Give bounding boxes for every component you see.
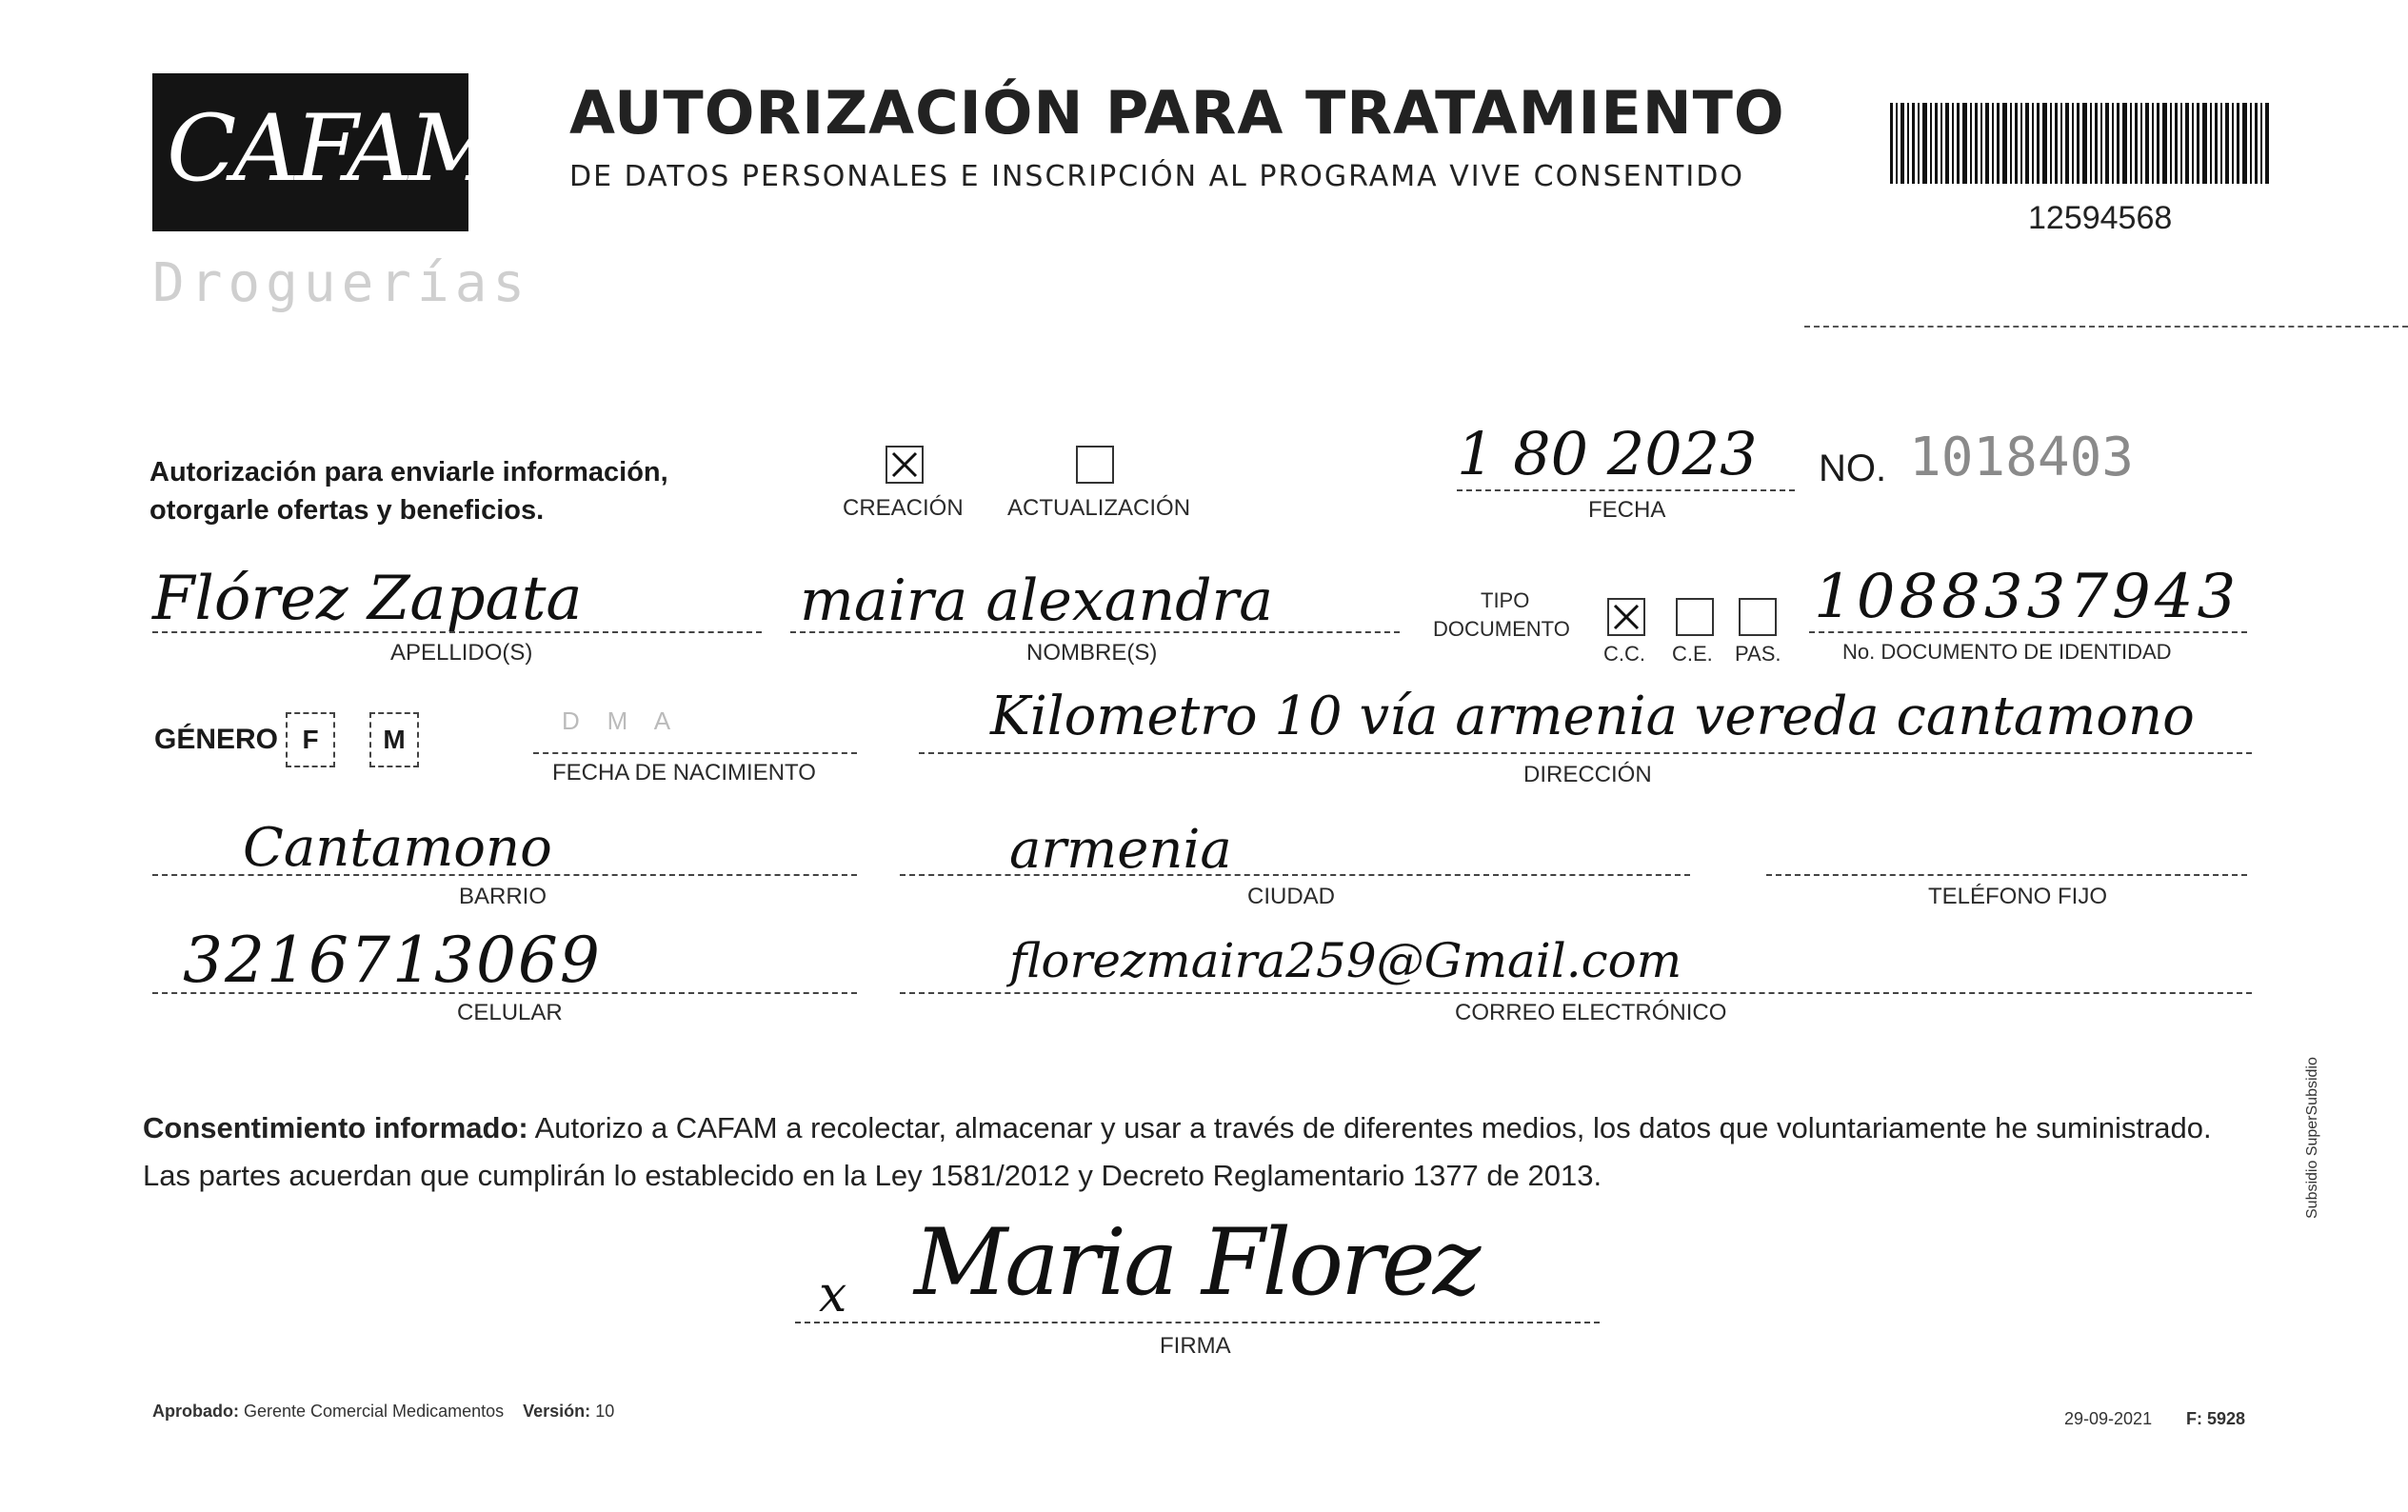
genero-f-box[interactable]: F	[286, 712, 335, 767]
correo-label: CORREO ELECTRÓNICO	[1455, 1000, 1727, 1025]
correo-line	[900, 992, 2252, 994]
genero-m-box[interactable]: M	[369, 712, 419, 767]
actualizacion-checkbox[interactable]	[1076, 446, 1114, 484]
cc-checkbox[interactable]	[1607, 598, 1645, 636]
ciudad-line	[900, 874, 1690, 876]
footer-approval	[152, 1402, 614, 1422]
logo-subtext: Droguerías	[152, 252, 531, 314]
signature: Maria Florez	[914, 1209, 1479, 1316]
firma-label: FIRMA	[1160, 1333, 1231, 1359]
fecha-nacimiento-line	[533, 752, 857, 754]
check-x-icon	[887, 448, 922, 482]
signature-line	[795, 1322, 1600, 1323]
documento-value: 1088337943	[1814, 562, 2240, 632]
creacion-label: CREACIÓN	[843, 495, 964, 521]
no-value: 1018403	[1909, 427, 2135, 488]
fecha-label: FECHA	[1588, 497, 1666, 523]
vertical-brand-text: Subsidio SuperSubsidio	[2304, 1057, 2320, 1219]
correo-value: florezmaira259@Gmail.com	[1009, 933, 1682, 988]
consent-paragraph	[143, 1104, 2276, 1200]
divider	[1804, 326, 2408, 328]
documento-label: DOCUMENTO	[1433, 617, 1570, 641]
check-x-icon	[1609, 600, 1643, 634]
footer-date: 29-09-2021	[2064, 1409, 2153, 1428]
footer-form-code: F: 5928	[2186, 1409, 2246, 1428]
barrio-label: BARRIO	[459, 884, 547, 909]
aprobado-label: Aprobado:	[152, 1402, 239, 1421]
celular-line	[152, 992, 857, 994]
celular-label: CELULAR	[457, 1000, 563, 1025]
form-subtitle: DE DATOS PERSONALES E INSCRIPCIÓN AL PROGRAMA VIVE CONSENTIDO	[569, 160, 1744, 193]
barcode-number: 12594568	[2028, 200, 2173, 236]
fecha-value: 1 80 2023	[1457, 419, 1758, 488]
pas-checkbox[interactable]	[1739, 598, 1777, 636]
barcode	[1890, 103, 2271, 184]
direccion-line	[919, 752, 2252, 754]
direccion-value: Kilometro 10 vía armenia vereda cantamono	[990, 686, 2195, 747]
telefono-label: TELÉFONO FIJO	[1928, 884, 2108, 909]
telefono-line	[1766, 874, 2247, 876]
apellidos-label: APELLIDO(S)	[390, 640, 533, 666]
consent-line-2: Las partes acuerdan que cumplirán lo establecido en la Ley 1581/2012 y Decreto Reglamentario 1377 de 2013.	[143, 1159, 1602, 1192]
form-title: AUTORIZACIÓN PARA TRATAMIENTO	[569, 78, 1785, 148]
authorization-text	[149, 453, 668, 529]
direccion-label: DIRECCIÓN	[1523, 762, 1652, 787]
celular-value: 3216713069	[183, 924, 602, 997]
nombres-line	[790, 631, 1400, 633]
fecha-nacimiento-label: FECHA DE NACIMIENTO	[552, 760, 816, 786]
fecha-line	[1457, 489, 1795, 491]
ce-label: C.E.	[1672, 642, 1713, 666]
consent-title: Consentimiento informado:	[143, 1111, 528, 1144]
apellidos-line	[152, 631, 762, 633]
aprobado-value: Gerente Comercial Medicamentos	[244, 1402, 505, 1421]
logo-text: CAFAM	[167, 95, 499, 202]
nombres-value: maira alexandra	[800, 567, 1273, 634]
documento-id-label: No. DOCUMENTO DE IDENTIDAD	[1842, 640, 2172, 664]
consent-line-1: Autorizo a CAFAM a recolectar, almacenar y usar a través de diferentes medios, los datos que voluntariamente he suministrado.	[527, 1111, 2212, 1144]
cc-label: C.C.	[1603, 642, 1645, 666]
ciudad-value: armenia	[1009, 819, 1232, 881]
ce-checkbox[interactable]	[1676, 598, 1714, 636]
pas-label: PAS.	[1735, 642, 1781, 666]
actualizacion-label: ACTUALIZACIÓN	[1007, 495, 1191, 521]
authorization-line-2: otorgarle ofertas y beneficios.	[149, 495, 545, 526]
tipo-label: TIPO	[1481, 588, 1530, 612]
creacion-checkbox[interactable]	[886, 446, 924, 484]
nombres-label: NOMBRE(S)	[1026, 640, 1158, 666]
apellidos-value: Flórez Zapata	[152, 564, 583, 634]
no-label: NO.	[1819, 448, 1887, 489]
barrio-line	[152, 874, 857, 876]
documento-line	[1809, 631, 2247, 633]
ciudad-label: CIUDAD	[1247, 884, 1336, 909]
signature-x-mark: x	[819, 1266, 847, 1323]
fecha-nacimiento-placeholder: D M A	[562, 706, 671, 735]
genero-label: GÉNERO	[154, 724, 279, 755]
authorization-line-1: Autorización para enviarle información,	[149, 457, 668, 487]
version-value: 10	[595, 1402, 615, 1421]
version-label: Versión:	[523, 1402, 591, 1421]
barrio-value: Cantamono	[243, 817, 552, 879]
